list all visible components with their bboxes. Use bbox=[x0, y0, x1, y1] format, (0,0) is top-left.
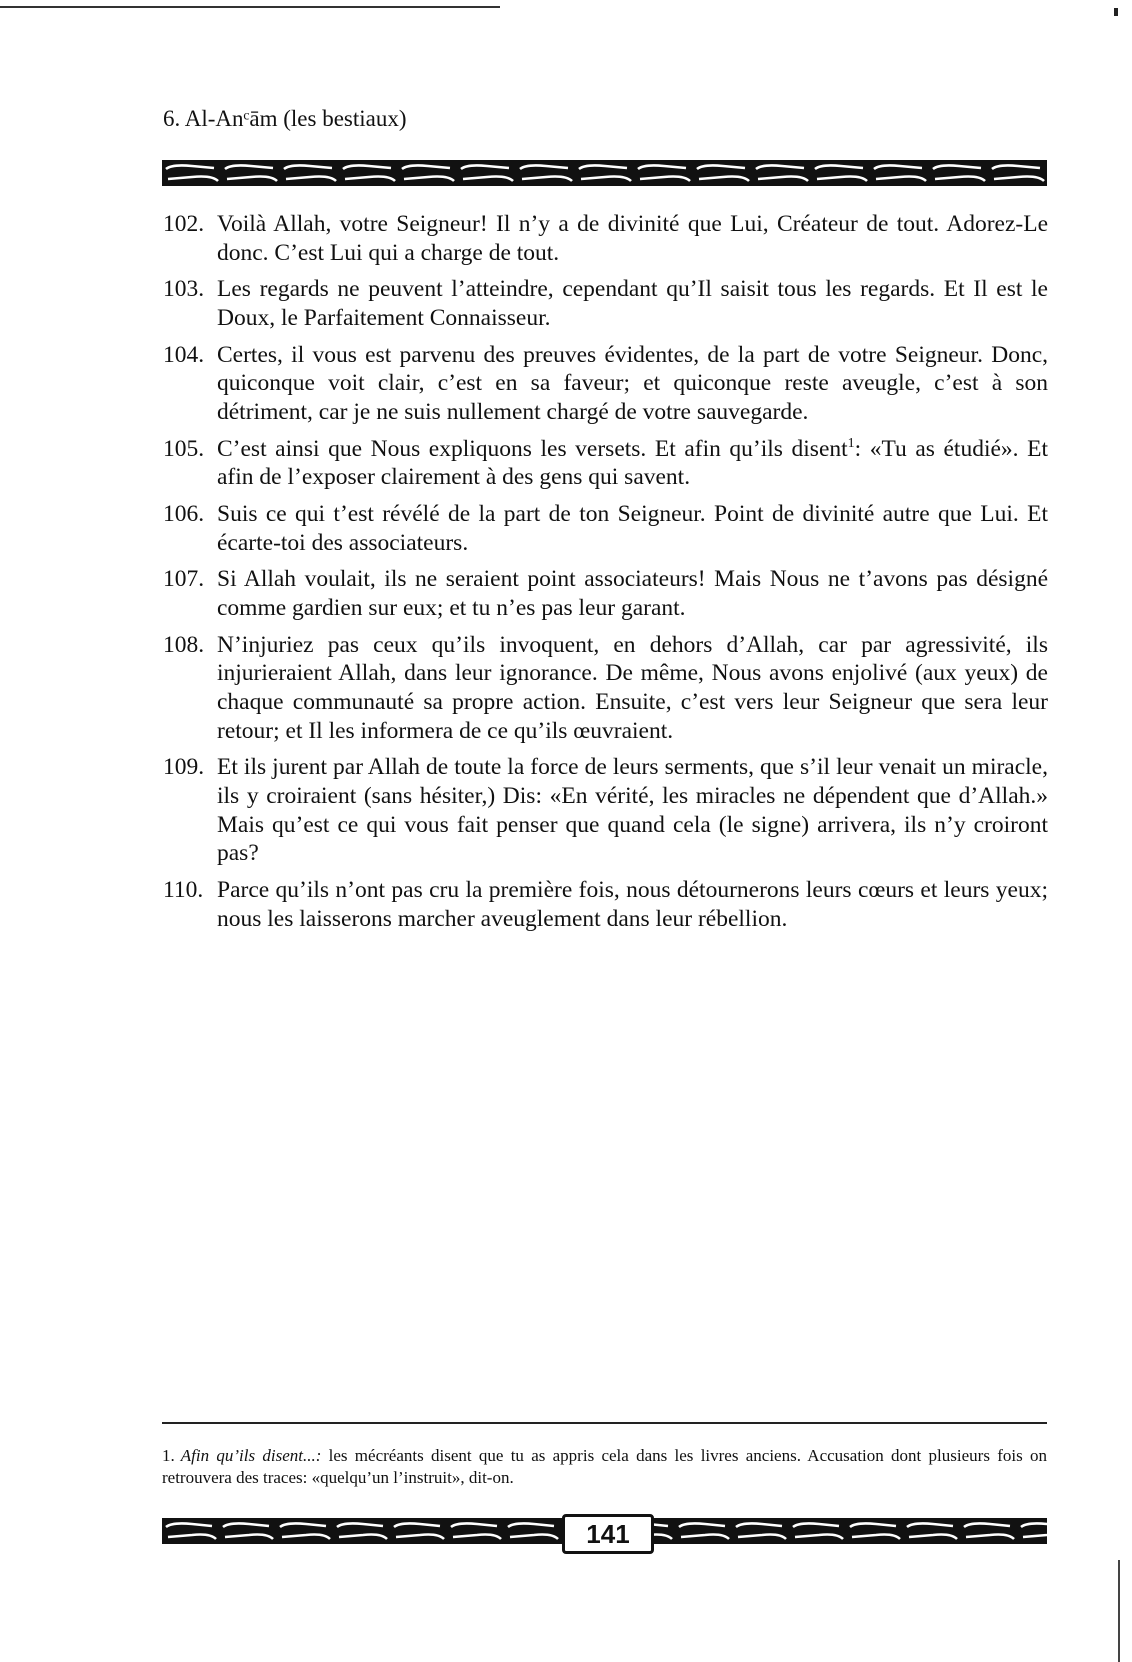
verse-text: Certes, il vous est parvenu des preuves évidentes, de la part de votre Seigneur. Donc, quiconque voit clair, c’est en sa faveur; et quiconque reste aveugle, c’est à son détriment, car je ne suis nullement chargé de votre sauvegarde. bbox=[217, 341, 1048, 425]
footnote-divider bbox=[162, 1422, 1047, 1424]
decorative-band-top-pattern bbox=[162, 160, 1047, 186]
verse-list bbox=[163, 210, 1048, 941]
verse-number: 106. bbox=[163, 501, 205, 528]
verse-number: 105. bbox=[163, 435, 205, 462]
footnote-emphasis: Afin qu’ils disent...: bbox=[180, 1446, 322, 1465]
verse-102 bbox=[163, 210, 1048, 267]
verse-number: 104. bbox=[163, 341, 205, 368]
verse-108 bbox=[163, 631, 1048, 745]
verse-105 bbox=[163, 435, 1048, 492]
verse-text: N’injuriez pas ceux qu’ils invoquent, en dehors d’Allah, car par agressivité, ils injurieraient Allah, dans leur ignorance. De même, Nous avons enjolivé (aux yeux) de chaque communauté sa propre action. Ensuite, c’est vers leur Seigneur que sera leur retour; et Il les informera de ce qu’ils œuvraient. bbox=[217, 631, 1048, 744]
page-number: 141 bbox=[586, 1519, 630, 1549]
scan-mark bbox=[1114, 8, 1118, 16]
verse-number: 102. bbox=[163, 211, 205, 237]
surah-title: 6. Al-Anᶜām (les bestiaux) bbox=[163, 106, 407, 131]
scan-edge-line-right bbox=[1118, 1560, 1120, 1662]
verse-109 bbox=[163, 753, 1048, 867]
verse-number: 110. bbox=[163, 876, 204, 903]
verse-107 bbox=[163, 565, 1048, 622]
verse-106 bbox=[163, 500, 1048, 557]
verse-text-after: : «Tu as étudié». Et afin de l’exposer clairement à des gens qui savent. bbox=[217, 435, 1048, 491]
footnote-number: 1. bbox=[162, 1446, 175, 1465]
verse-103 bbox=[163, 275, 1048, 332]
verse-text: Voilà Allah, votre Seigneur! Il n’y a de divinité que Lui, Créateur de tout. Adorez-Le donc. C’est Lui qui a charge de tout. bbox=[217, 211, 1048, 266]
verse-number: 108. bbox=[163, 631, 205, 658]
scan-edge-line bbox=[0, 6, 500, 8]
decorative-band-top bbox=[162, 160, 1047, 186]
footnote-text: les mécréants disent que tu as appris cela dans les livres anciens. Accusation dont plusieurs fois on retrouvera des traces: «quelqu’un l’instruit», dit-on. bbox=[162, 1446, 1047, 1487]
verse-text: Suis ce qui t’est révélé de la part de ton Seigneur. Point de divinité autre que Lui. Et écarte-toi des associateurs. bbox=[217, 501, 1048, 556]
footnote bbox=[162, 1445, 1047, 1489]
verse-number: 103. bbox=[163, 276, 205, 303]
footnote-ref: 1 bbox=[847, 435, 855, 451]
verse-104 bbox=[163, 341, 1048, 427]
verse-text: Si Allah voulait, ils ne seraient point associateurs! Mais Nous ne t’avons pas désigné comme gardien sur eux; et tu n’es pas leur garant. bbox=[217, 566, 1048, 622]
verse-text-before: C’est ainsi que Nous expliquons les versets. Et afin qu’ils disent bbox=[217, 435, 848, 462]
verse-text: Parce qu’ils n’ont pas cru la première fois, nous détournerons leurs cœurs et leurs yeux; nous les laisserons marcher aveuglement dans leur rébellion. bbox=[217, 876, 1048, 932]
verse-110 bbox=[163, 876, 1048, 933]
verse-number: 109. bbox=[163, 754, 205, 781]
verse-text: Les regards ne peuvent l’atteindre, cependant qu’Il saisit tous les regards. Et Il est le Doux, le Parfaitement Connaisseur. bbox=[217, 276, 1048, 331]
verse-text: Et ils jurent par Allah de toute la force de leurs serments, que s’il leur venait un miracle, ils y croiraient (sans hésiter,) Dis: «En vérité, les miracles ne dépendent que d’Allah.» Mais qu’est ce qui vous fait penser que quand cela (le signe) arrivera, ils n’y croiront pas? bbox=[217, 754, 1048, 867]
verse-number: 107. bbox=[163, 566, 205, 593]
